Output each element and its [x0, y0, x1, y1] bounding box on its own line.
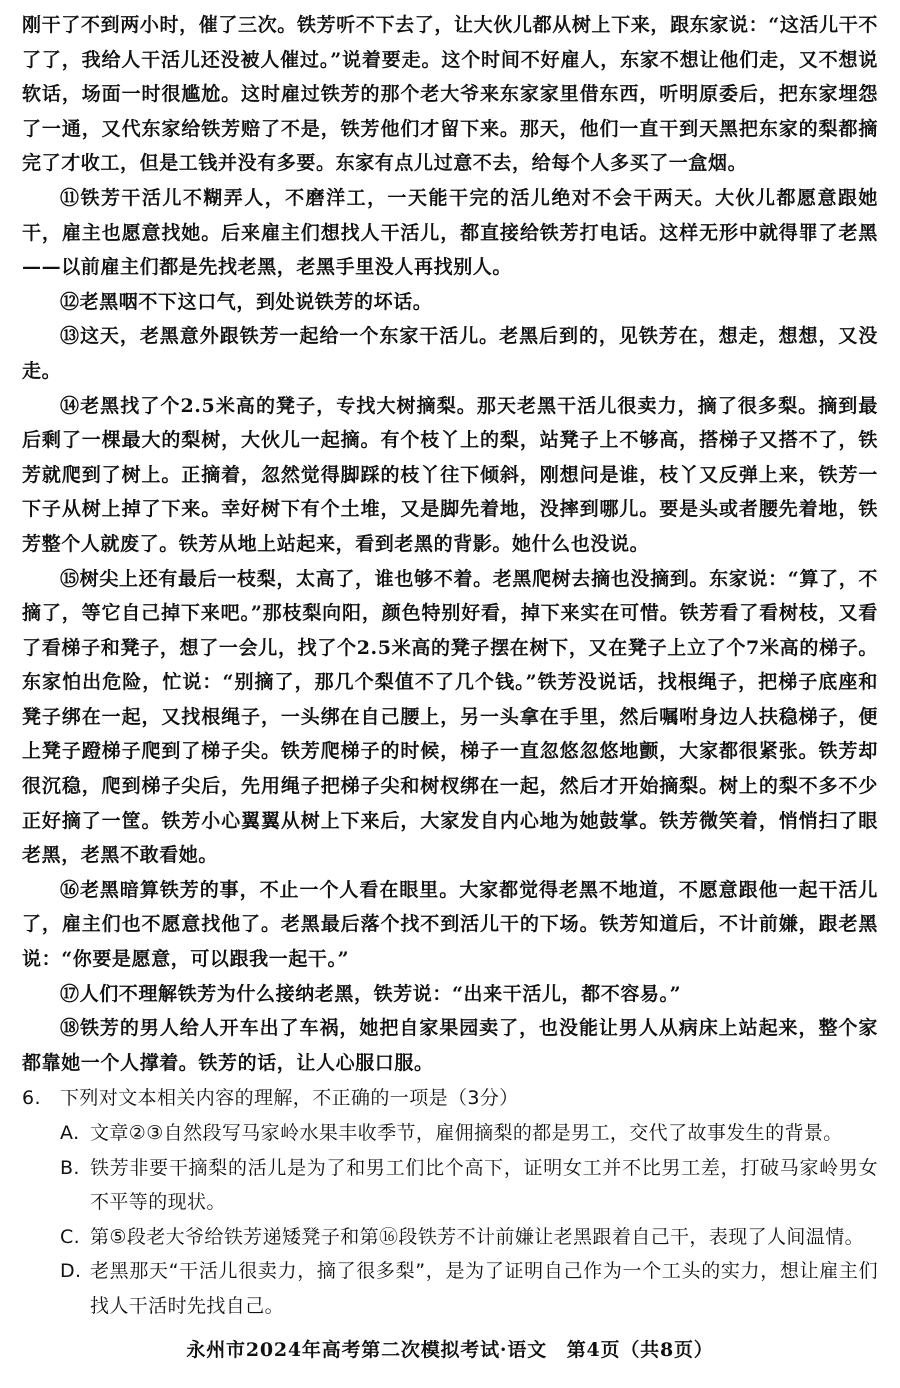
option-b: [22, 1151, 878, 1220]
passage-paragraph: ⑫老黑咽不下这口气，到处说铁芳的坏话。: [60, 290, 433, 313]
option-text: 第⑤段老大爷给铁芳递矮凳子和第⑯段铁芳不计前嫌让老黑跟着自己干，表现了人间温情。: [90, 1225, 865, 1248]
question-stem-text: 下列对文本相关内容的理解，不正确的一项是（3分）: [60, 1087, 519, 1110]
passage-paragraph: ⑬这天，老黑意外跟铁芳一起给一个东家干活儿。老黑后到的，见铁芳在，想走，想想，又没走。: [22, 325, 878, 382]
reading-passage: [22, 8, 878, 1080]
passage-paragraph: ⑪铁芳干活儿不糊弄人，不磨洋工，一天能干完的活儿绝对不会干两天。大伙儿都愿意跟她干，雇主也愿意找她。后来雇主们想找人干活儿，都直接给铁芳打电话。这样无形中就得罪了老黑——以前雇主们都是先找老黑，老黑手里没人再找别人。: [22, 186, 878, 279]
question-6: [22, 1081, 878, 1323]
option-c: [22, 1220, 878, 1255]
option-letter: C.: [60, 1225, 81, 1248]
passage-paragraph: ⑰人们不理解铁芳为什么接纳老黑，铁芳说：“出来干活儿，都不容易。”: [60, 982, 682, 1005]
option-text: 文章②③自然段写马家岭水果丰收季节，雇佣摘梨的都是男工，交代了故事发生的背景。: [90, 1122, 843, 1144]
option-letter: B.: [60, 1156, 80, 1179]
passage-paragraph: ⑱铁芳的男人给人开车出了车祸，她把自家果园卖了，也没能让男人从病床上站起来，整个家都靠她一个人撑着。铁芳的话，让人心服口服。: [22, 1017, 878, 1074]
page-footer: 永州市2024年高考第二次模拟考试·语文 第4页（共8页）: [186, 1339, 714, 1361]
option-letter: D.: [60, 1260, 82, 1283]
question-number: 6.: [22, 1087, 41, 1110]
option-a: [22, 1116, 878, 1151]
option-letter: A.: [60, 1122, 80, 1144]
option-d: [22, 1254, 878, 1323]
passage-paragraph: ⑯老黑暗算铁芳的事，不止一个人看在眼里。大家都觉得老黑不地道，不愿意跟他一起干活儿了，雇主们也不愿意找他了。老黑最后落个找不到活儿干的下场。铁芳知道后，不计前嫌，跟老黑说：“你要是愿意，可以跟我一起干。”: [22, 878, 878, 971]
option-text: 铁芳非要干摘梨的活儿是为了和男工们比个高下，证明女工并不比男工差，打破马家岭男女不平等的现状。: [90, 1156, 878, 1214]
passage-paragraph: 刚干了不到两小时，催了三次。铁芳听不下去了，让大伙儿都从树上下来，跟东家说：“这活儿干不了了，我给人干活儿还没被人催过。”说着要走。这个时间不好雇人，东家不想让他们走，又不想说软话，场面一时很尴尬。这时雇过铁芳的那个老大爷来东家家里借东西，听明原委后，把东家埋怨了一通，又代东家给铁芳赔了不是，铁芳他们才留下来。那天，他们一直干到天黑把东家的梨都摘完了才收工，但是工钱并没有多要。东家有点儿过意不去，给每个人多买了一盒烟。: [22, 14, 878, 175]
option-text: 老黑那天“干活儿很卖力，摘了很多梨”，是为了证明自己作为一个工头的实力，想让雇主们找人干活时先找自己。: [90, 1260, 878, 1317]
passage-paragraph: ⑭老黑找了个2.5米高的凳子，专找大树摘梨。那天老黑干活儿很卖力，摘了很多梨。摘到最后剩了一棵最大的梨树，大伙儿一起摘。有个枝丫上的梨，站凳子上不够高，搭梯子又搭不了，铁芳就爬到了树上。正摘着，忽然觉得脚踩的枝丫往下倾斜，刚想问是谁，枝丫又反弹上来，铁芳一下子从树上掉了下来。幸好树下有个土堆，又是脚先着地，没摔到哪儿。要是头或者腰先着地，铁芳整个人就废了。铁芳从地上站起来，看到老黑的背影。她什么也没说。: [22, 394, 878, 555]
question-stem: [22, 1081, 878, 1116]
passage-paragraph: ⑮树尖上还有最后一枝梨，太高了，谁也够不着。老黑爬树去摘也没摘到。东家说：“算了，不摘了，等它自己掉下来吧。”那枝梨向阳，颜色特别好看，掉下来实在可惜。铁芳看了看树枝，又看了看梯子和凳子，想了一会儿，找了个2.5米高的凳子摆在树下，又在凳子上立了个7米高的梯子。东家怕出危险，忙说：“别摘了，那几个梨值不了几个钱。”铁芳没说话，找根绳子，把梯子底座和凳子绑在一起，又找根绳子，一头绑在自己腰上，另一头拿在手里，然后嘱咐身边人扶稳梯子，便上凳子蹬梯子爬到了梯子尖。铁芳爬梯子的时候，梯子一直忽悠忽悠地颤，大家都很紧张。铁芳却很沉稳，爬到梯子尖后，先用绳子把梯子尖和树杈绑在一起，然后才开始摘梨。树上的梨不多不少正好摘了一筐。铁芳小心翼翼从树上下来后，大家发自内心地为她鼓掌。铁芳微笑着，悄悄扫了眼老黑，老黑不敢看她。: [22, 567, 878, 867]
